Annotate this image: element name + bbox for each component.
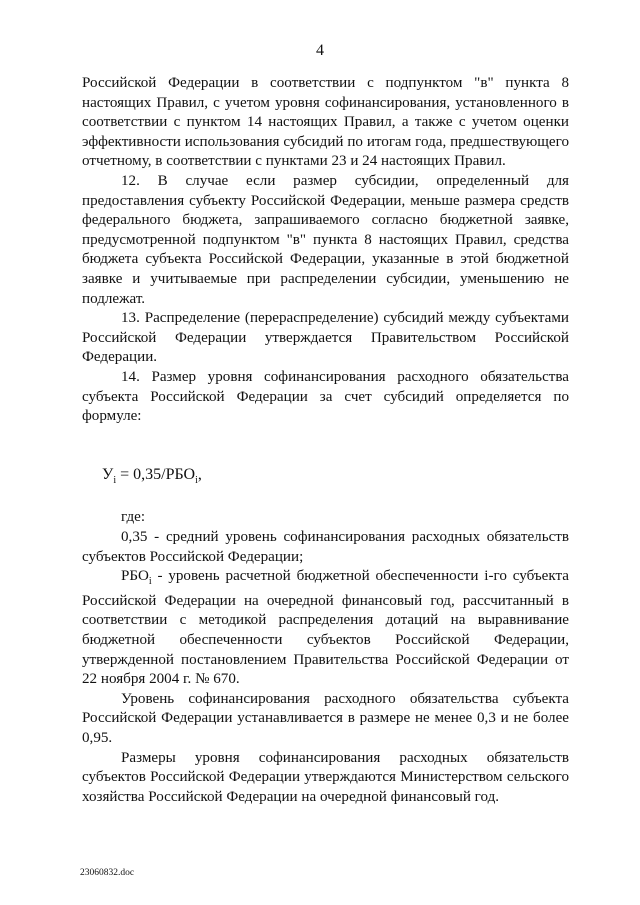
formula-subscript-lhs: i — [113, 474, 117, 486]
paragraph-14: 14. Размер уровня софинансирования расходного обязательства субъекта Российской Федерации за счет субсидий определяется по формуле: — [82, 368, 569, 425]
formula — [82, 465, 569, 491]
page-number: 4 — [316, 42, 324, 59]
paragraph-level-approval: Размеры уровня софинансирования расходных обязательств субъектов Российской Федерации утверждаются Министерством сельского хозяйства Российской Федерации на очередной финансовый год. — [82, 749, 569, 805]
formula-lhs: У — [102, 465, 114, 483]
definition-term: РБО — [121, 568, 149, 585]
formula-end: , — [197, 465, 202, 483]
where-label: где: — [121, 509, 146, 526]
formula-subscript-rhs: i — [195, 474, 198, 486]
footer-filename: 23060832.doc — [80, 868, 135, 878]
paragraph-13: 13. Распределение (перераспределение) субсидий между субъектами Российской Федерации утверждается Правительством Российской Федерации. — [82, 310, 569, 366]
paragraph-12: 12. В случае если размер субсидии, определенный для предоставления субъекту Российской Федерации, меньше размера средств федерального бюджета, запрашиваемого согласно бюджетной заявке, предусмотренной подпунктом "в" пункта 8 настоящих Правил, средства бюджета субъекта Российской Федерации, указанные в этой бюджетной заявке и учитываемые при распределении субсидии, уменьшению не подлежат. — [82, 172, 569, 307]
definition-text: - уровень расчетной бюджетной обеспеченности i-го субъекта Российской Федерации на очередной финансовый год, рассчитанный в соответствии с методикой распределения дотаций на выравнивание бюджетной обеспеченности субъектов Российской Федерации, утвержденной постановлением Правительства Российской Федерации от 22 ноября 2004 г. № 670. — [82, 568, 569, 688]
definition-term-subscript: i — [148, 576, 152, 588]
definition-rbo — [82, 567, 569, 690]
document-body — [82, 74, 569, 807]
formula-middle: = 0,35/РБО — [116, 465, 196, 483]
paragraph-level-limits: Уровень софинансирования расходного обязательства субъекта Российской Федерации устанавливается в размере не менее 0,3 и не более 0,95. — [82, 690, 569, 747]
paragraph-continuation: Российской Федерации в соответствии с подпунктом "в" пункта 8 настоящих Правил, с учетом уровня софинансирования, установленного в соответствии с пунктом 14 настоящих Правил, а также с учетом оценки эффективности использования субсидий по итогам года, предшествующего отчетному, в соответствии с пунктами 23 и 24 настоящих Правил. — [82, 75, 569, 170]
definition-coefficient: 0,35 - средний уровень софинансирования расходных обязательств субъектов Российской Федерации; — [82, 529, 569, 565]
